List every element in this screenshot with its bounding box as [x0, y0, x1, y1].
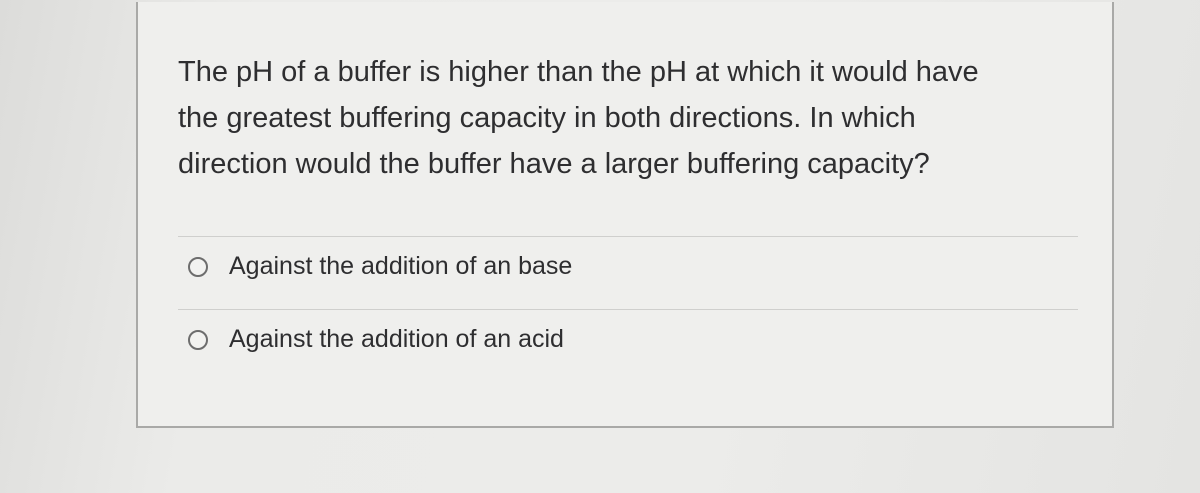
- question-line: the greatest buffering capacity in both directions. In which: [178, 102, 916, 134]
- question-text: [178, 49, 1078, 187]
- question-card: [136, 2, 1114, 428]
- answer-option-label: Against the addition of an acid: [229, 325, 564, 353]
- radio-button-acid[interactable]: [188, 330, 208, 350]
- answer-option-label: Against the addition of an base: [229, 252, 573, 280]
- answer-option-acid[interactable]: [188, 325, 564, 354]
- question-line: The pH of a buffer is higher than the pH at which it would have: [178, 56, 979, 88]
- answer-option-base[interactable]: [188, 252, 572, 281]
- radio-button-base[interactable]: [188, 257, 208, 277]
- question-line: direction would the buffer have a larger buffering capacity?: [178, 148, 930, 180]
- divider: [178, 309, 1078, 310]
- divider: [178, 236, 1078, 237]
